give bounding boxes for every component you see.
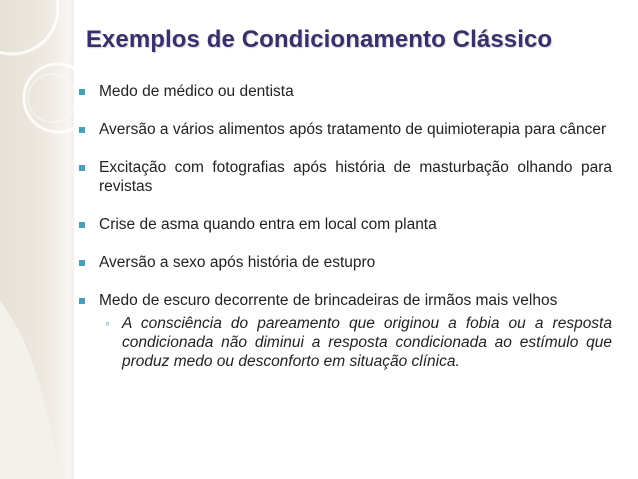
bullet-text: Excitação com fotografias após história de masturbação olhando para revistas <box>99 159 612 195</box>
slide-title: Exemplos de Condicionamento Clássico <box>85 26 553 53</box>
bullet-item <box>76 215 612 234</box>
bullet-item <box>76 158 612 196</box>
square-bullet-icon <box>79 127 85 133</box>
bullet-text: Medo de escuro decorrente de brincadeiras de irmãos mais velhos <box>99 292 558 309</box>
bullet-item <box>76 82 612 101</box>
bullet-item <box>76 120 612 139</box>
bullet-text: Aversão a sexo após história de estupro <box>99 254 376 271</box>
bullet-text: Medo de médico ou dentista <box>99 83 294 100</box>
sub-bullet-item <box>99 314 612 371</box>
bullet-text: Crise de asma quando entra em local com planta <box>99 216 437 233</box>
bullet-list <box>76 82 612 371</box>
hollow-circle-bullet-icon: ◦ <box>105 315 110 331</box>
bullet-item <box>76 253 612 272</box>
square-bullet-icon <box>79 89 85 95</box>
square-bullet-icon <box>79 298 85 304</box>
square-bullet-icon <box>79 165 85 171</box>
sub-bullet-text: A consciência do pareamento que originou a fobia ou a resposta condicionada não diminui a resposta condicionada ao estímulo que produz medo ou desconforto em situação clínica. <box>122 315 612 370</box>
bullet-text: Aversão a vários alimentos após tratamento de quimioterapia para câncer <box>99 121 607 138</box>
square-bullet-icon <box>79 222 85 228</box>
square-bullet-icon <box>79 260 85 266</box>
bullet-item <box>76 291 612 371</box>
